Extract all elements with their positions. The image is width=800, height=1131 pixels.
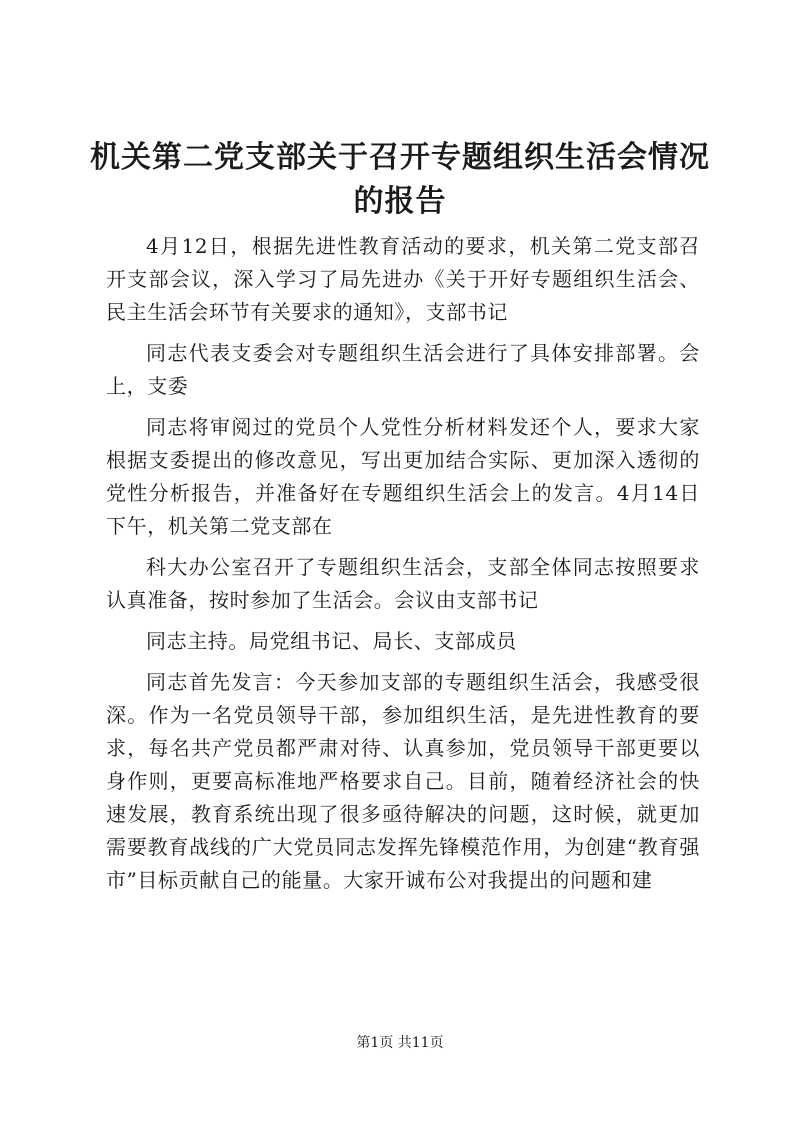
paragraph: 同志主持。局党组书记、局长、支部成员 [146,629,517,653]
paragraph: 同志首先发言：今天参加支部的专题组织生活会，我感受很深。作为一名党员领导干部，参加组织生活，是先进性教育的要求，每名共产党员都严肃对待、认真参加，党员领导干部更要以身作则，更要高标准地严格要求自己。目前，随着经济社会的快速发展，教育系统出现了很多亟待解决的问题，这时候，就更加需要教育战线的广大党员同志发挥先锋模范作用，为创建“教育强市”目标贡献自己的能量。大家开诚布公对我提出的问题和建 [106,670,700,892]
page-footer: 第1页 共11页 [356,1035,444,1051]
document-body [106,230,700,905]
paragraph: 科大办公室召开了专题组织生活会，支部全体同志按照要求认真准备，按时参加了生活会。会议由支部书记 [106,555,700,612]
paragraph: 同志将审阅过的党员个人党性分析材料发还个人，要求大家根据支委提出的修改意见，写出更加结合实际、更加深入透彻的党性分析报告，并准备好在专题组织生活会上的发言。4月14日下午，机关第二党支部在 [106,415,700,538]
paragraph: 4月12日，根据先进性教育活动的要求，机关第二党支部召开支部会议，深入学习了局先进办《关于开好专题组织生活会、民主生活会环节有关要求的通知》，支部书记 [106,234,700,324]
paragraph: 同志代表支委会对专题组织生活会进行了具体安排部署。会上，支委 [106,341,700,398]
document-title: 机关第二党支部关于召开专题组织生活会情况的报告 [90,140,710,219]
